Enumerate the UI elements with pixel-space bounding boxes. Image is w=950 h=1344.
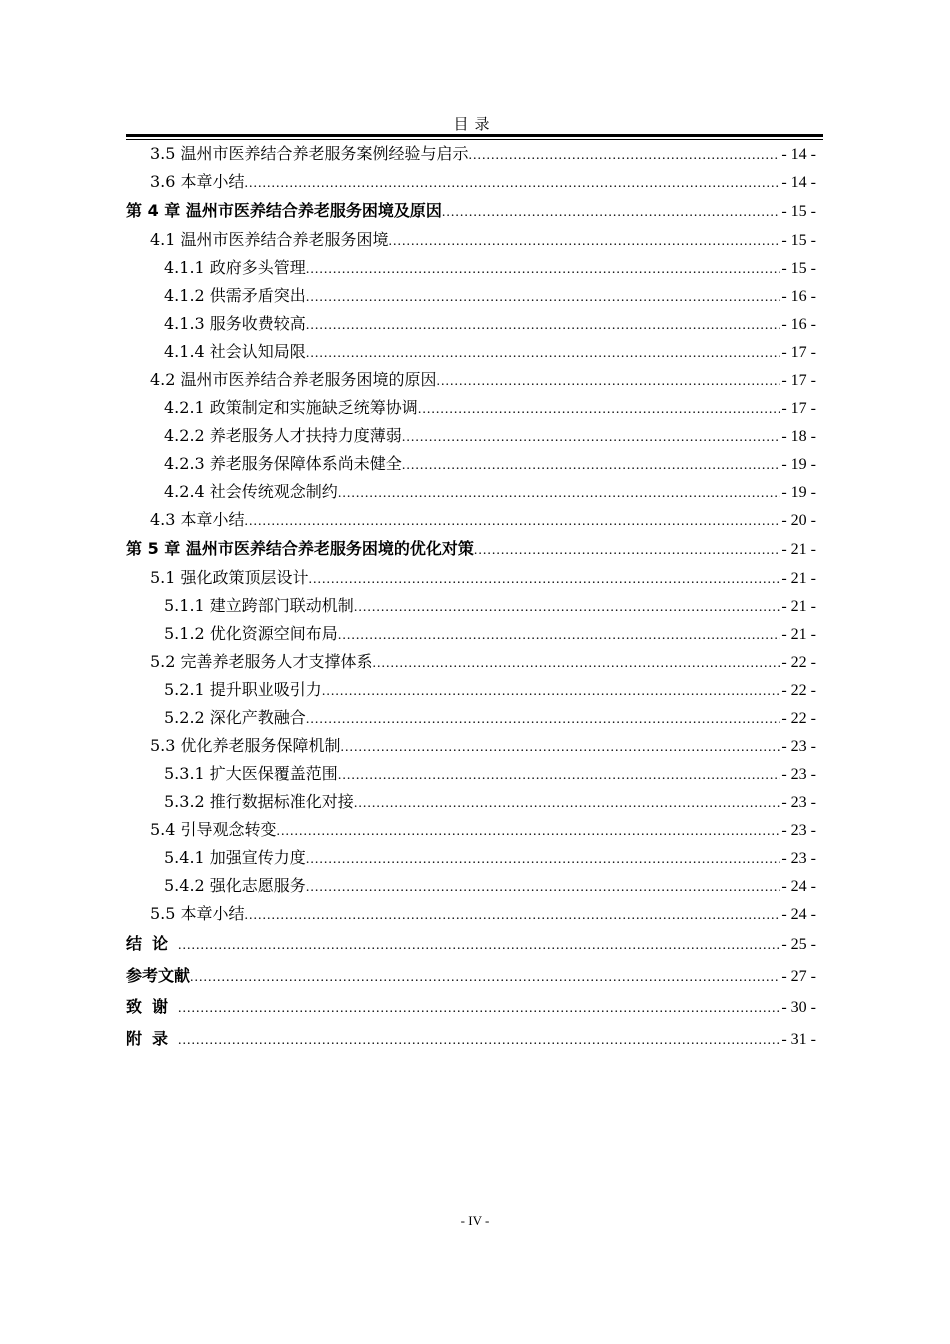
toc-dot-leader: [402, 452, 781, 480]
toc-entry-page: - 21 -: [781, 570, 816, 587]
toc-entry[interactable]: [126, 564, 816, 592]
toc-entry-page: - 14 -: [781, 174, 816, 191]
toc-entry-title: 5.4.1 加强宣传力度: [164, 848, 306, 867]
toc-entry[interactable]: [126, 760, 816, 788]
toc-entry-page: - 21 -: [781, 626, 816, 643]
toc-entry-page: - 18 -: [781, 428, 816, 445]
toc-entry-page: - 20 -: [781, 512, 816, 529]
toc-entry-page: - 22 -: [781, 654, 816, 671]
toc-entry-page: - 31 -: [781, 1030, 816, 1048]
toc-entry-page: - 19 -: [781, 484, 816, 501]
toc-dot-leader: [178, 1025, 780, 1057]
toc-entry-page: - 14 -: [781, 146, 816, 163]
toc-dot-leader: [306, 874, 781, 902]
toc-dot-leader: [338, 622, 781, 650]
toc-entry[interactable]: [126, 928, 816, 960]
toc-entry-page: - 22 -: [781, 710, 816, 727]
toc-entry[interactable]: [126, 620, 816, 648]
toc-dot-leader: [178, 930, 780, 962]
toc-dot-leader: [354, 594, 781, 622]
toc-entry[interactable]: [126, 506, 816, 534]
toc-entry-title: 4.2.2 养老服务人才扶持力度薄弱: [164, 426, 402, 445]
toc-entry-title: 致谢: [126, 997, 179, 1016]
toc-entry-page: - 21 -: [781, 598, 816, 615]
toc-entry-title: 5.2.1 提升职业吸引力: [164, 680, 322, 699]
toc-entry[interactable]: [126, 816, 816, 844]
toc-dot-leader: [341, 734, 781, 762]
toc-entry-page: - 17 -: [781, 400, 816, 417]
toc-entry-title: 4.1.3 服务收费较高: [164, 314, 306, 333]
toc-entry-title: 第 5 章 温州市医养结合养老服务困境的优化对策: [126, 539, 474, 558]
toc-entry-page: - 25 -: [781, 936, 816, 953]
toc-entry-title: 4.2 温州市医养结合养老服务困境的原因: [150, 370, 437, 389]
toc-entry-page: - 17 -: [781, 372, 816, 389]
toc-entry-title: 4.1.2 供需矛盾突出: [164, 286, 306, 305]
toc-entry-title: 5.3.2 推行数据标准化对接: [164, 792, 354, 811]
toc-entry[interactable]: [126, 844, 816, 872]
toc-entry-title: 结论: [126, 934, 179, 953]
header-rule: [126, 134, 823, 137]
toc-entry[interactable]: [126, 872, 816, 900]
toc-entry-title: 4.2.1 政策制定和实施缺乏统筹协调: [164, 398, 418, 417]
toc-entry-page: - 21 -: [781, 541, 816, 558]
toc-entry[interactable]: [126, 422, 816, 450]
toc-dot-leader: [306, 340, 781, 368]
toc-entry[interactable]: [126, 960, 816, 992]
toc-entry-title: 第 4 章 温州市医养结合养老服务困境及原因: [126, 201, 442, 220]
toc-entry-page: - 23 -: [781, 850, 816, 867]
toc-entry-page: - 22 -: [781, 682, 816, 699]
toc-dot-leader: [245, 902, 781, 930]
toc-entry[interactable]: [126, 592, 816, 620]
toc-entry-page: - 23 -: [781, 822, 816, 839]
toc-entry[interactable]: [126, 478, 816, 506]
toc-dot-leader: [306, 312, 781, 340]
toc-entry-page: - 19 -: [781, 456, 816, 473]
toc-dot-leader: [402, 424, 781, 452]
toc-entry[interactable]: [126, 534, 816, 564]
toc-dot-leader: [338, 480, 781, 508]
toc-entry-title: 5.2.2 深化产教融合: [164, 708, 306, 727]
toc-entry[interactable]: [126, 900, 816, 928]
toc-dot-leader: [309, 566, 781, 594]
toc-entry-page: - 23 -: [781, 766, 816, 783]
toc-dot-leader: [322, 678, 781, 706]
toc-dot-leader: [245, 508, 781, 536]
toc-entry-title: 5.5 本章小结: [150, 904, 245, 923]
toc-entry[interactable]: [126, 140, 816, 168]
toc-entry-title: 5.3.1 扩大医保覆盖范围: [164, 764, 338, 783]
toc-dot-leader: [306, 284, 781, 312]
toc-dot-leader: [306, 256, 781, 284]
toc-entry-page: - 30 -: [781, 999, 816, 1016]
toc-entry-page: - 23 -: [781, 794, 816, 811]
toc-dot-leader: [389, 228, 781, 256]
toc-dot-leader: [469, 142, 781, 170]
toc-entry-title: 3.6 本章小结: [150, 172, 245, 191]
toc-entry-title: 5.2 完善养老服务人才支撑体系: [150, 652, 373, 671]
toc-entry-title: 4.1 温州市医养结合养老服务困境: [150, 230, 389, 249]
toc-entry-page: - 16 -: [781, 316, 816, 333]
toc-entry[interactable]: [126, 366, 816, 394]
toc-entry-page: - 27 -: [781, 967, 816, 985]
toc-entry[interactable]: [126, 394, 816, 422]
toc-entry-page: - 15 -: [781, 203, 816, 220]
toc-entry[interactable]: [126, 196, 816, 226]
toc-entry-title: 3.5 温州市医养结合养老服务案例经验与启示: [150, 144, 469, 163]
toc-entry[interactable]: [126, 704, 816, 732]
toc-entry[interactable]: [126, 648, 816, 676]
toc-entry[interactable]: [126, 1023, 816, 1055]
toc-entry-title: 5.1.2 优化资源空间布局: [164, 624, 338, 643]
toc-entry-title: 5.1 强化政策顶层设计: [150, 568, 309, 587]
toc-entry[interactable]: [126, 254, 816, 282]
toc-entry-page: - 15 -: [781, 232, 816, 249]
toc-entry-page: - 16 -: [781, 288, 816, 305]
toc-dot-leader: [178, 993, 780, 1025]
toc-entry-title: 5.1.1 建立跨部门联动机制: [164, 596, 354, 615]
toc-dot-leader: [306, 846, 781, 874]
toc-entry-title: 4.3 本章小结: [150, 510, 245, 529]
toc-entry[interactable]: [126, 676, 816, 704]
toc-entry[interactable]: [126, 732, 816, 760]
toc-entry-title: 5.3 优化养老服务保障机制: [150, 736, 341, 755]
toc-dot-leader: [306, 706, 781, 734]
toc-entry-title: 4.2.4 社会传统观念制约: [164, 482, 338, 501]
toc-dot-leader: [245, 170, 781, 198]
toc-entry-page: - 24 -: [781, 878, 816, 895]
toc-dot-leader: [418, 396, 781, 424]
toc-entry-page: - 15 -: [781, 260, 816, 277]
toc-entry-title: 4.1.1 政府多头管理: [164, 258, 306, 277]
toc-entry[interactable]: [126, 450, 816, 478]
toc-entry-title: 4.2.3 养老服务保障体系尚未健全: [164, 454, 402, 473]
toc-entry[interactable]: [126, 168, 816, 196]
toc-dot-leader: [437, 368, 781, 396]
toc-entry[interactable]: [126, 282, 816, 310]
running-header: 目录: [453, 115, 496, 133]
toc-dot-leader: [277, 818, 781, 846]
toc-entry[interactable]: [126, 226, 816, 254]
toc-dot-leader: [442, 198, 780, 228]
table-of-contents: [126, 140, 816, 1054]
toc-dot-leader: [474, 536, 780, 566]
toc-entry-title: 参考文献: [126, 965, 191, 985]
toc-entry-page: - 24 -: [781, 906, 816, 923]
toc-dot-leader: [338, 762, 781, 790]
toc-entry-title: 5.4 引导观念转变: [150, 820, 277, 839]
toc-entry[interactable]: [126, 338, 816, 366]
page-number: - IV -: [460, 1213, 490, 1228]
toc-entry[interactable]: [126, 991, 816, 1023]
toc-entry-title: 5.4.2 强化志愿服务: [164, 876, 306, 895]
toc-dot-leader: [190, 962, 780, 994]
toc-entry-title: 4.1.4 社会认知局限: [164, 342, 306, 361]
toc-entry[interactable]: [126, 788, 816, 816]
toc-entry-title: 附录: [126, 1028, 179, 1048]
toc-entry-page: - 23 -: [781, 738, 816, 755]
toc-dot-leader: [373, 650, 781, 678]
toc-dot-leader: [354, 790, 781, 818]
toc-entry[interactable]: [126, 310, 816, 338]
toc-entry-page: - 17 -: [781, 344, 816, 361]
